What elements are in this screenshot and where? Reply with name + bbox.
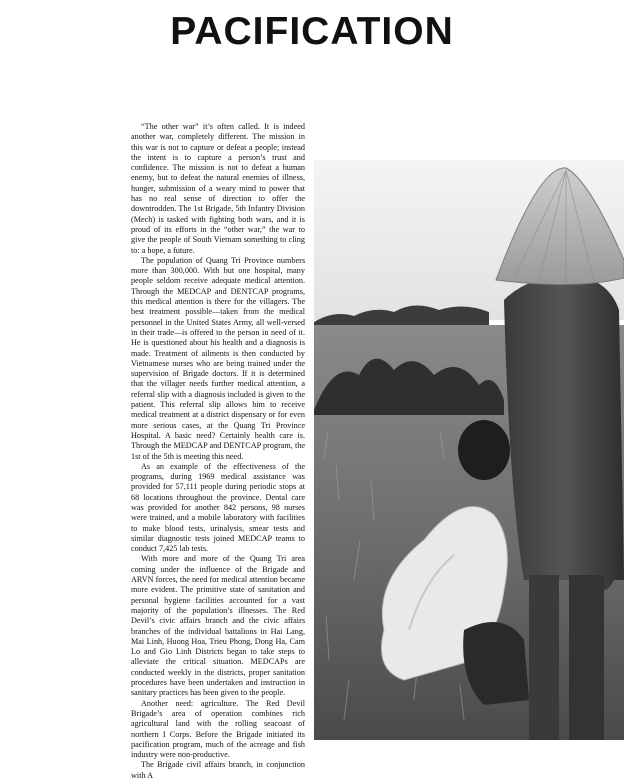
article-body: [131, 122, 305, 781]
photo-villagers-in-field: [314, 160, 624, 740]
paragraph: The Brigade civil affairs branch, in conjunction with A: [131, 760, 305, 780]
paragraph: Another need: agriculture. The Red Devil Brigade’s area of operation combines rich agricultural land with the rolling seacoast of northern I Corps. Before the Brigade initiated its pacification program, much of the acreage and fish industry were non-productive.: [131, 698, 305, 760]
photo-illustration: [314, 160, 624, 740]
paragraph: As an example of the effectiveness of the programs, during 1969 medical assistance was provided for 57,111 people during periodic stops at 68 locations throughout the province. Dental care was provided for another 842 persons, 98 nurses were trained, and a mobile laboratory with facilities to make blood tests, urinalysis, smear tests and similar diagnostic tests joined MEDCAP teams to conduct 7,425 lab tests.: [131, 461, 305, 554]
paragraph: With more and more of the Quang Tri area coming under the influence of the Brigade and ARVN forces, the need for medical attention became more evident. The primitive state of sanitation and personal hygiene facilities accounted for a vast majority of the population’s illnesses. The Red Devil’s civic affairs branch and the civic affairs branches of the individual battalions in Hai Lang, Mai Linh, Huong Hoa, Trieu Phong, Dong Ha, Cam Lo and Gio Linh Districts began to take steps to alleviate the critical situation. MEDCAPs are conducted weekly in the districts, proper sanitation procedures have been undertaken and instruction in sanitary practices has been given to the people.: [131, 554, 305, 698]
paragraph: “The other war” it’s often called. It is indeed another war, completely different. The mission in this war is not to capture or defeat a people; instead the intent is to capture a person’s trust and confidence. The mission is not to defeat a human enemy, but to defeat the natural enemies of illness, hunger, submission of a weary mind to power that has no real sense of direction to offer the downtrodden. The 1st Brigade, 5th Infantry Division (Mech) is tasked with fighting both wars, and it is proud of its efforts in the “other war,” the war to give the people of South Vietnam something to cling to: a hope, a future.: [131, 122, 305, 255]
paragraph: The population of Quang Tri Province numbers more than 300,000. With but one hospital, many people seldom receive adequate medical attention. Through the MEDCAP and DENTCAP programs, this medical attention is there for the villagers. The best treatment possible—taken from the medical personnel in the United States Army, all well-versed in their trade—is offered to the person in need of it. He is questioned about his health and a diagnosis is made. Treatment of ailments is then conducted by Vietnamese nurses who are being trained under the supervision of Brigade doctors. If it is determined that the villager needs further medical attention, a referral slip with a diagnosis included is given to the patient. This referral slip allows him to receive medical treatment at a district dispensary or for even more serious cases, at the Quang Tri Province Hospital. A basic need? Certainly health care is. Through the MEDCAP and DENTCAP program, the 1st of the 5th is meeting this need.: [131, 255, 305, 461]
page-title: PACIFICATION: [170, 10, 454, 53]
